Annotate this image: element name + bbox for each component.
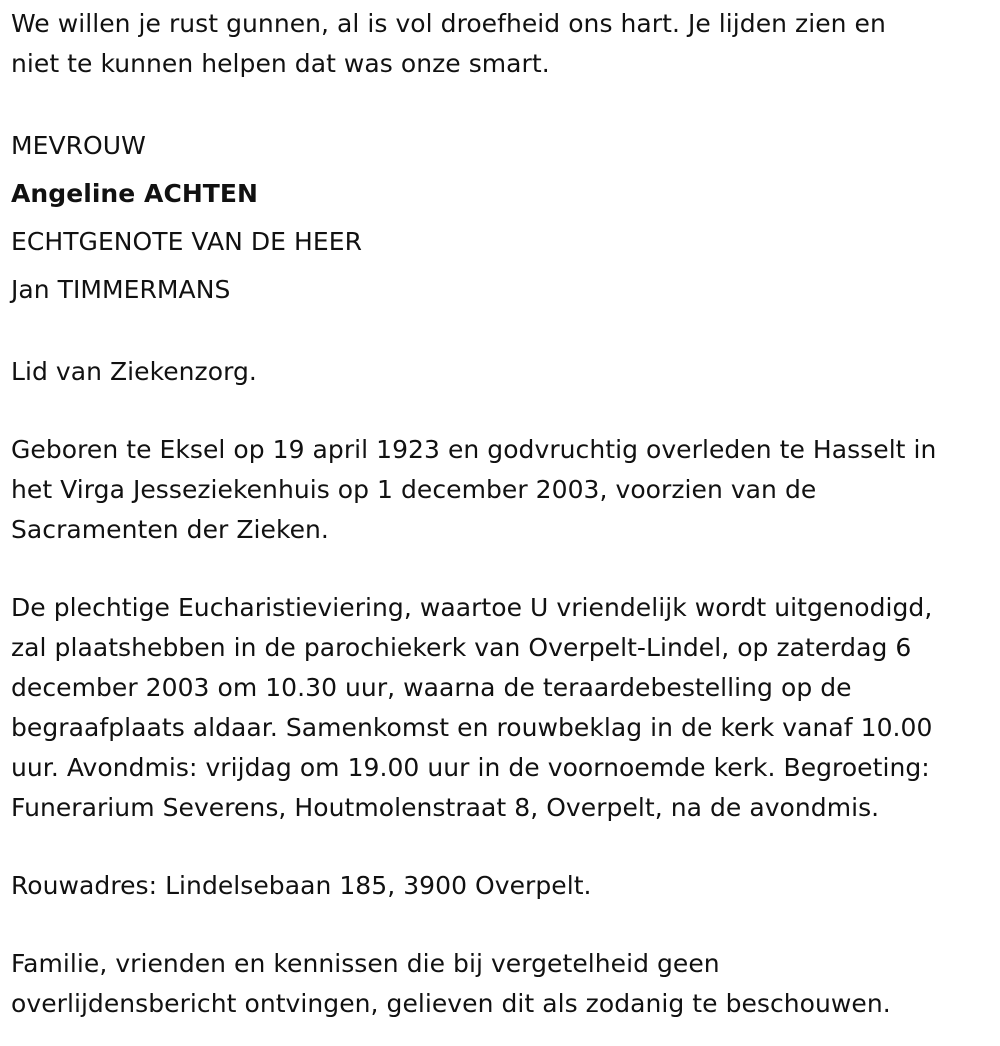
deceased-name: Angeline ACHTEN (11, 179, 259, 208)
birth-death-paragraph (11, 430, 996, 550)
paragraph-line: Geboren te Eksel op 19 april 1923 en godvruchtig overleden te Hasselt in (11, 435, 937, 464)
honorific-title: MEVROUW (11, 131, 146, 160)
paragraph-line: begraafplaats aldaar. Samenkomst en rouwbeklag in de kerk vanaf 10.00 (11, 713, 933, 742)
paragraph-line: zal plaatshebben in de parochiekerk van Overpelt-Lindel, op zaterdag 6 (11, 633, 912, 662)
intro-line: niet te kunnen helpen dat was onze smart. (11, 49, 550, 78)
paragraph-line: Funerarium Severens, Houtmolenstraat 8, Overpelt, na de avondmis. (11, 793, 880, 822)
intro-poem (11, 4, 996, 84)
deceased-block (11, 122, 996, 314)
intro-line: We willen je rust gunnen, al is vol droefheid ons hart. Je lijden zien en (11, 9, 886, 38)
paragraph-line: Sacramenten der Zieken. (11, 515, 329, 544)
paragraph-line: Familie, vrienden en kennissen die bij vergetelheid geen (11, 949, 720, 978)
obituary-document (11, 4, 996, 1024)
closing-paragraph (11, 944, 996, 1024)
relation-text: ECHTGENOTE VAN DE HEER (11, 227, 362, 256)
paragraph-line: De plechtige Eucharistieviering, waartoe U vriendelijk wordt uitgenodigd, (11, 593, 933, 622)
paragraph-line: het Virga Jesseziekenhuis op 1 december 2003, voorzien van de (11, 475, 817, 504)
mourning-address: Rouwadres: Lindelsebaan 185, 3900 Overpelt. (11, 871, 592, 900)
paragraph-line: december 2003 om 10.30 uur, waarna de teraardebestelling op de (11, 673, 852, 702)
spouse-name: Jan TIMMERMANS (11, 275, 231, 304)
paragraph-line: overlijdensbericht ontvingen, gelieven dit als zodanig te beschouwen. (11, 989, 891, 1018)
ceremony-paragraph (11, 588, 996, 828)
membership-text: Lid van Ziekenzorg. (11, 357, 257, 386)
paragraph-line: uur. Avondmis: vrijdag om 19.00 uur in de voornoemde kerk. Begroeting: (11, 753, 930, 782)
